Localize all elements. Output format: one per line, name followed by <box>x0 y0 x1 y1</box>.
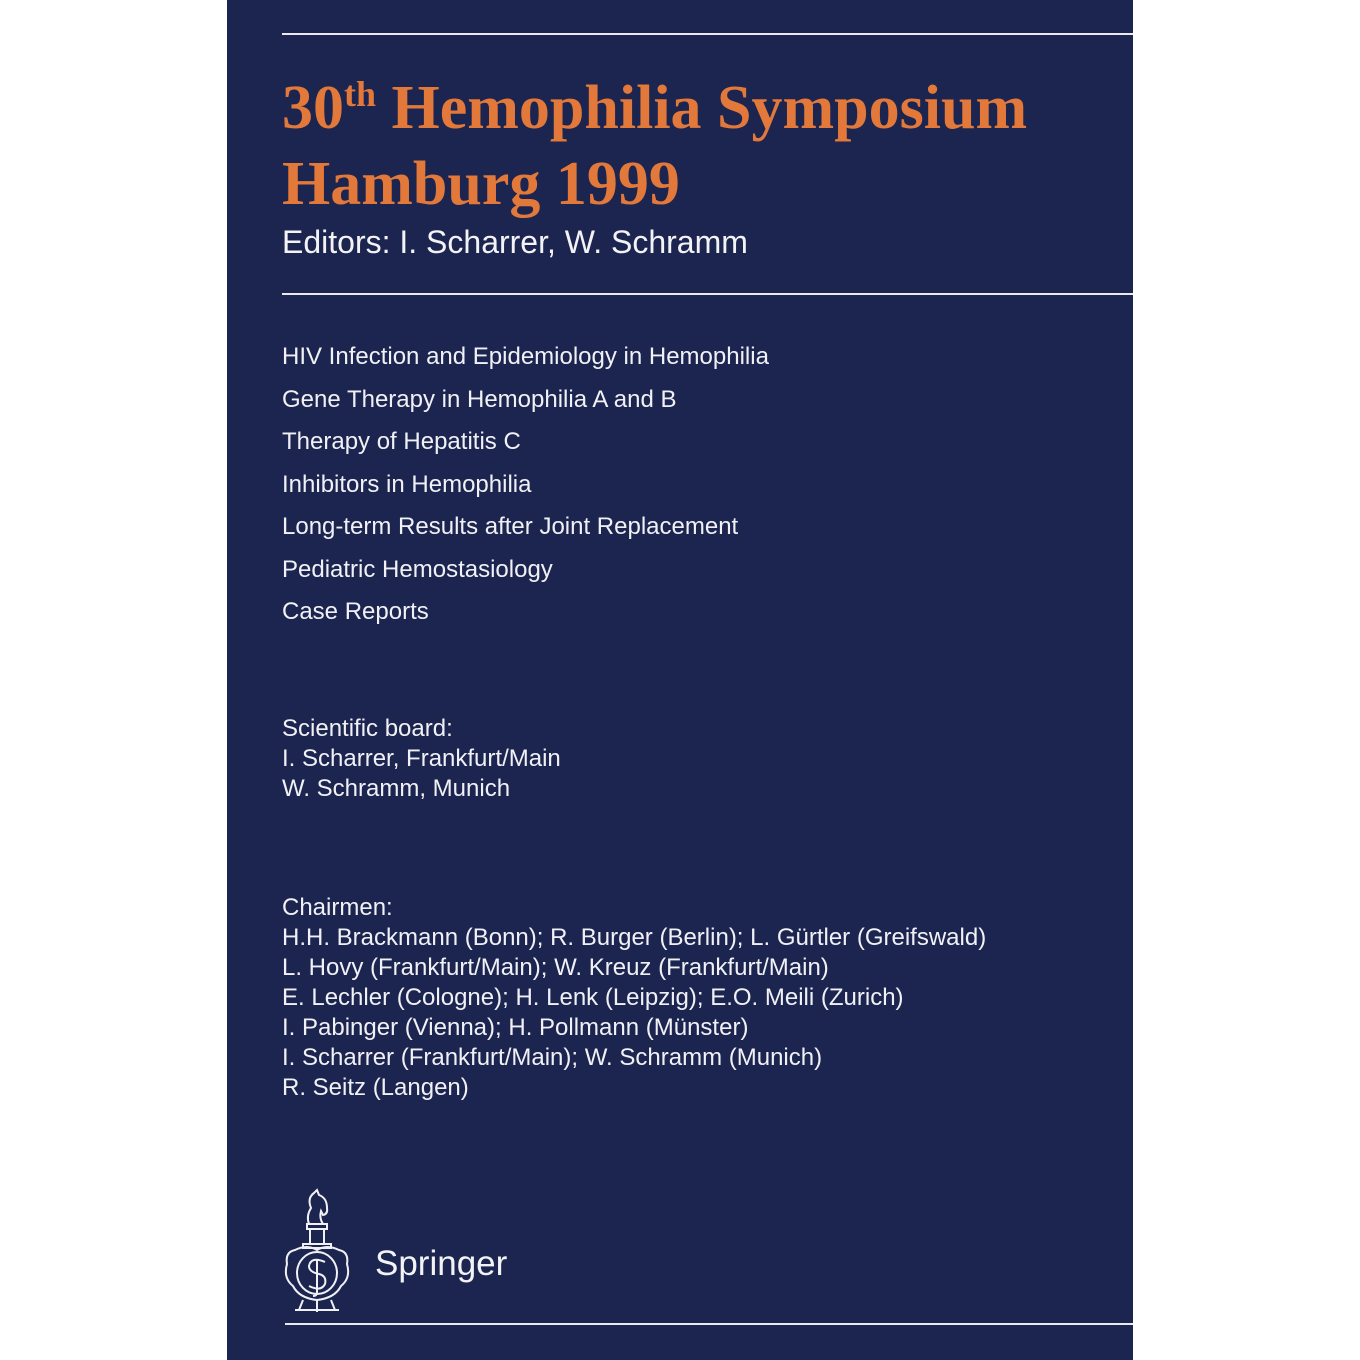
chairmen-line: L. Hovy (Frankfurt/Main); W. Kreuz (Frankfurt/Main) <box>282 954 829 981</box>
topic-item: Pediatric Hemostasiology <box>282 555 553 583</box>
scientific-board-heading: Scientific board: <box>282 715 453 742</box>
chairmen-line: H.H. Brackmann (Bonn); R. Burger (Berlin); L. Gürtler (Greifswald) <box>282 924 987 951</box>
topic-item: Gene Therapy in Hemophilia A and B <box>282 385 677 413</box>
book-title: 30th Hemophilia Symposium Hamburg 1999 <box>282 74 1028 218</box>
top-rule <box>282 33 1133 35</box>
chairmen-line: E. Lechler (Cologne); H. Lenk (Leipzig); E.O. Meili (Zurich) <box>282 984 904 1011</box>
middle-rule <box>282 293 1133 295</box>
board-member: W. Schramm, Munich <box>282 775 511 802</box>
topic-item: Long-term Results after Joint Replacement <box>282 513 739 540</box>
chairmen-line: R. Seitz (Langen) <box>282 1074 469 1101</box>
springer-knight-logo-icon <box>281 1188 353 1316</box>
scientific-board <box>282 714 561 804</box>
topic-item: Inhibitors in Hemophilia <box>282 470 532 498</box>
topic-list <box>282 336 769 634</box>
board-member: I. Scharrer, Frankfurt/Main <box>282 745 561 772</box>
topic-item: Therapy of Hepatitis C <box>282 428 521 455</box>
topic-item: Case Reports <box>282 598 429 625</box>
chairmen <box>282 893 986 1103</box>
bottom-rule <box>285 1323 1133 1325</box>
chairmen-heading: Chairmen: <box>282 894 393 921</box>
chairmen-line: I. Scharrer (Frankfurt/Main); W. Schramm (Munich) <box>282 1044 823 1071</box>
chairmen-line: I. Pabinger (Vienna); H. Pollmann (Münster) <box>282 1014 749 1041</box>
editors-line: Editors: I. Scharrer, W. Schramm <box>282 224 748 260</box>
topic-item: HIV Infection and Epidemiology in Hemophilia <box>282 343 769 370</box>
publisher-name: Springer <box>375 1244 508 1283</box>
